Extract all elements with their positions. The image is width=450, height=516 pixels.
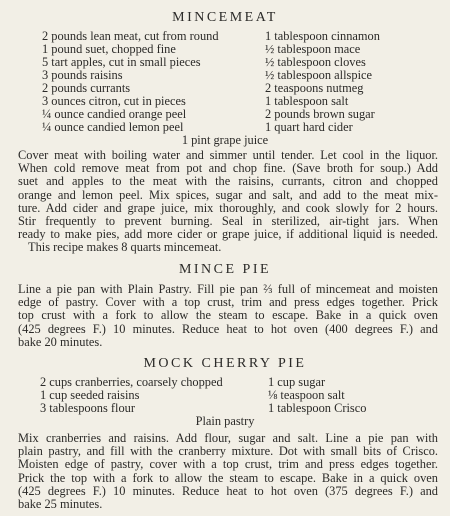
ingredient: 2 pounds brown sugar (265, 107, 375, 121)
mincemeat-extra-ingredient: 1 pint grape juice (181, 133, 269, 147)
text-line: Stir frequently to prevent burning. Seal in sterilized, air-tight jars. When (18, 213, 438, 228)
mock-cherry-instructions (18, 432, 438, 511)
text-line: plain pastry, and fill with the cranberry mixture. Dot with small bits of Crisco. (18, 444, 438, 459)
ingredient: 1 quart hard cider (265, 120, 353, 134)
ingredient: 2 teaspoons nutmeg (265, 81, 364, 95)
ingredient: ¼ ounce candied lemon peel (42, 120, 184, 134)
text-line: Cover meat with boiling water and simmer until tender. Let cool in the liquor. (18, 148, 438, 162)
text-line: When cold remove meat from pot and chop fine. (Save broth for soup.) Add (18, 161, 438, 176)
text-line: suet and apples to the meat with the raisins, currants, citron and chopped (18, 174, 438, 189)
mincemeat-ingredients-right (265, 30, 380, 134)
mincemeat-title: MINCEMEAT (172, 10, 278, 25)
text-line: Line a pie pan with Plain Pastry. Fill pie pan ⅔ full of mincemeat and moisten (18, 282, 438, 296)
ingredient: 3 pounds raisins (42, 68, 123, 82)
ingredient: ¼ ounce candied orange peel (42, 107, 187, 121)
mincemeat-instructions (18, 149, 438, 255)
text-line: top crust with a fork to allow the steam to escape. Bake in a quick oven (18, 308, 438, 323)
text-line: orange and lemon peel. Mix spices, sugar and salt, and add to the meat mix- (18, 187, 438, 202)
ingredient: 2 cups cranberries, coarsely chopped (40, 375, 223, 389)
ingredient: 1 pound suet, chopped fine (42, 42, 176, 56)
text-line: ture. Add cider and grape juice, mix thoroughly, and cook slowly for 2 hours. (18, 200, 438, 215)
ingredient: 1 tablespoon Crisco (268, 401, 367, 415)
mock-cherry-extra-ingredient: Plain pastry (195, 414, 255, 428)
mock-cherry-ingredients-right (268, 376, 366, 415)
ingredient: 1 cup sugar (268, 375, 326, 389)
text-line: (425 degrees F.) 10 minutes. Reduce heat to hot oven (375 degrees F.) and (18, 483, 438, 498)
text-line: (425 degrees F.) 10 minutes. Reduce heat to hot oven (400 degrees F.) and (18, 321, 438, 336)
ingredient: 5 tart apples, cut in small pieces (42, 55, 201, 69)
text-line: Mix cranberries and raisins. Add flour, sugar and salt. Line a pie pan with (18, 431, 438, 445)
text-line: Moisten edge of pastry, cover with a top crust, trim and press edges together. (18, 457, 438, 472)
text-line: This recipe makes 8 quarts mincemeat. (28, 240, 222, 255)
ingredient: 1 tablespoon salt (265, 94, 349, 108)
ingredient: 1 tablespoon cinnamon (265, 29, 380, 43)
ingredient: ½ tablespoon cloves (265, 55, 366, 69)
mincemeat-ingredients-left (42, 30, 219, 134)
ingredient: ⅛ teaspoon salt (268, 388, 345, 402)
ingredient: 3 ounces citron, cut in pieces (42, 94, 186, 108)
text-line: bake 20 minutes. (18, 334, 103, 349)
mock-cherry-pie-title: MOCK CHERRY PIE (143, 356, 307, 371)
ingredient: ½ tablespoon mace (265, 42, 361, 56)
ingredient: 3 tablespoons flour (40, 401, 135, 415)
text-line: edge of pastry. Cover with a top crust, trim and press edges together. Prick (18, 295, 438, 310)
ingredient: ½ tablespoon allspice (265, 68, 373, 82)
ingredient: 1 cup seeded raisins (40, 388, 140, 402)
mince-pie-title: MINCE PIE (178, 262, 272, 277)
text-line: Prick the top with a fork to allow the steam to escape. Bake in a quick oven (18, 470, 438, 485)
text-line: ready to make pies, add more cider or grape juice, if additional liquid is needed. (18, 227, 438, 242)
ingredient: 2 pounds lean meat, cut from round (42, 29, 219, 43)
text-line: bake 25 minutes. (18, 496, 103, 511)
mock-cherry-ingredients-left (40, 376, 223, 415)
mince-pie-instructions (18, 283, 438, 349)
ingredient: 2 pounds currants (42, 81, 131, 95)
